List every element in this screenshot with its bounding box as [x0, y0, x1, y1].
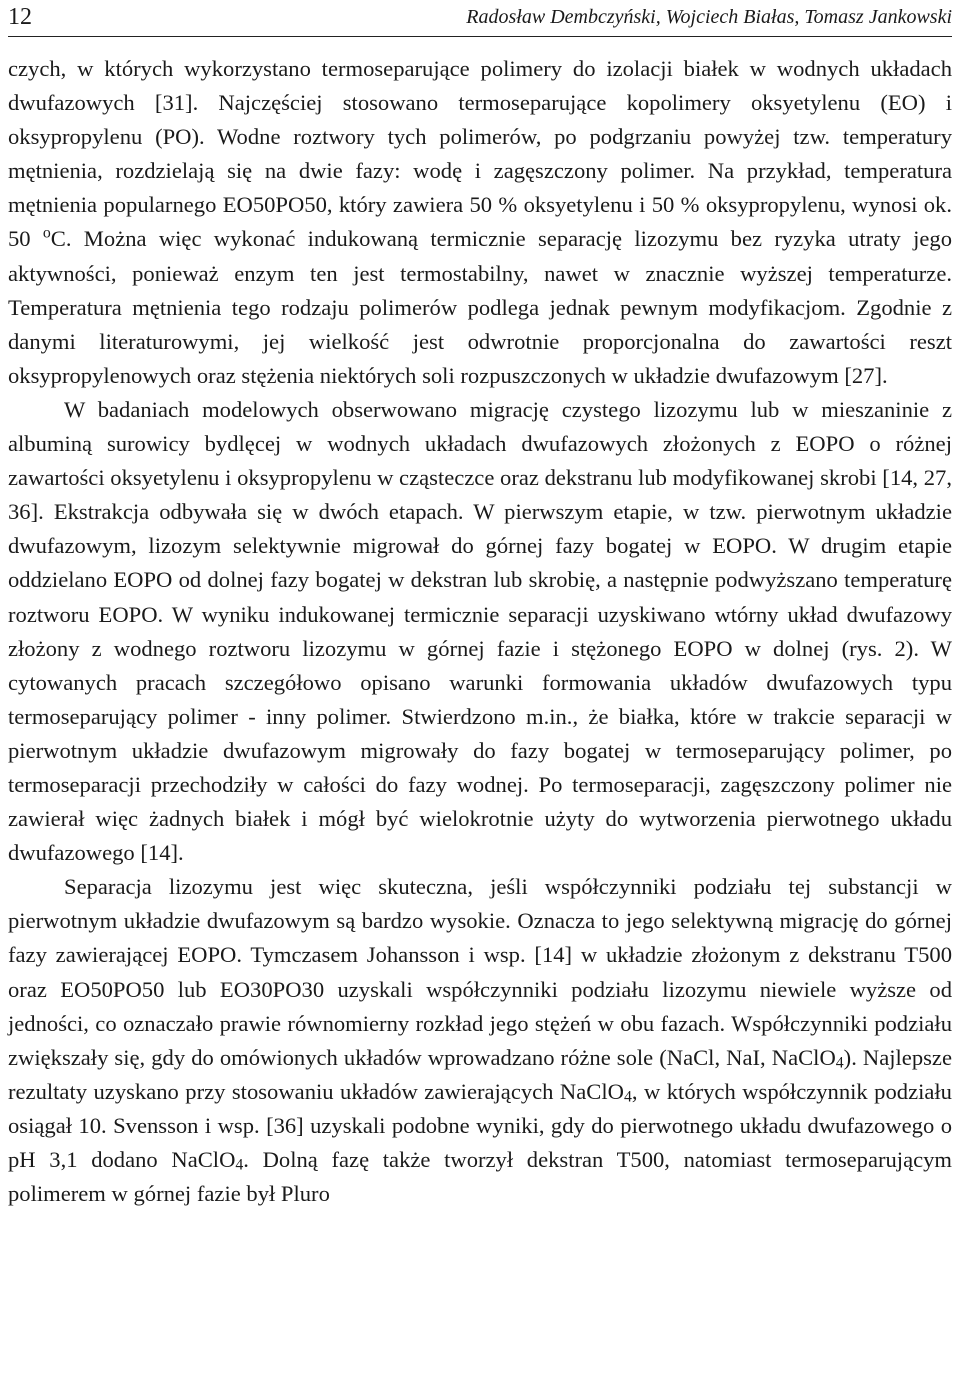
superscript: o: [42, 224, 51, 242]
subscript: 4: [835, 1054, 844, 1072]
text-run: , w których współczynnik podziału osiągał 10. Svensson i wsp. [36] uzyskali podobne wyniki, gdy do pierwotnego układu dwufazowego o pH 3,1 dodano NaClO: [8, 1078, 952, 1172]
text-run: W badaniach modelowych obserwowano migrację czystego lizozymu lub w mieszaninie z albuminą surowicy bydlęcej w wodnych układach dwufazowych złożonych z EOPO o różnej zawartości oksyetylenu i oksypropylenu w cząsteczce oraz dekstranu lub modyfikowanej skrobi [14, 27, 36]. Ekstrakcja odbywała się w dwóch etapach. W pierwszym etapie, w tzw. pierwotnym układzie dwufazowym, lizozym selektywnie migrował do górnej fazy bogatej w EOPO. W drugim etapie oddzielano EOPO od dolnej fazy bogatej w dekstran lub skrobię, a następnie podwyższano temperaturę roztworu EOPO. W wyniku indukowanej termicznie separacji uzyskiwano wtórny układ dwufazowy złożony z wodnego roztworu lizozymu w górnej fazie i stężonego EOPO w dolnej (rys. 2). W cytowanych pracach szczegółowo opisano warunki formowania układów dwufazowych typu termoseparujący polimer - inny polimer. Stwierdzono m.in., że białka, które w trakcie separacji w pierwotnym układzie dwufazowym migrowały do fazy bogatej w termoseparujący polimer, po termoseparacji przechodziły w całości do fazy wodnej. Po termoseparacji, zagęszczony polimer nie zawierał więc żadnych białek i mógł być wielokrotnie użyty do wytworzenia pierwotnego układu dwufazowego [14].: [8, 396, 952, 866]
text-run: Separacja lizozymu jest więc skuteczna, jeśli współczynniki podziału tej substancji w pierwotnym układzie dwufazowym są bardzo wysokie. Oznacza to jego selektywną migrację do górnej fazy zawierającej EOPO. Tymczasem Johansson i wsp. [14] w układzie złożonym z dekstranu T500 oraz EO50PO50 lub EO30PO30 uzyskali współczynniki podziału lizozymu niewiele wyższe od jedności, co oznaczało prawie równomierny rozkład jego stężeń w obu fazach. Współczynniki podziału zwiększały się, gdy do omówionych układów wprowadzano różne sole (NaCl, NaI, NaClO: [8, 874, 952, 1070]
text-run: C. Można więc wykonać indukowaną termicznie separację lizozymu bez ryzyka utraty jego aktywności, ponieważ enzym ten jest termostabilny, nawet w znacznie wyższej temperaturze. Temperatura mętnienia tego rodzaju polimerów podlega jednak pewnym modyfikacjom. Zgodnie z danymi literaturowymi, jej wielkość jest odwrotnie proporcjonalna do zawartości reszt oksypropylenowych oraz stężenia niektórych soli rozpuszczonych w układzie dwufazowym [27].: [8, 226, 952, 388]
text-run: czych, w których wykorzystano termoseparujące polimery do izolacji białek w wodnych układach dwufazowych [31]. Najczęściej stosowano termoseparujące kopolimery oksyetylenu (EO) i oksypropylenu (PO). Wodne roztwory tych polimerów, po podgrzaniu powyżej tzw. temperatury mętnienia, rozdzielają się na dwie fazy: wodę i zagęszczony polimer. Na przykład, temperatura mętnienia popularnego EO50PO50, który zawiera 50 % oksyetylenu i 50 % oksypropylenu, wynosi ok. 50: [8, 56, 952, 252]
paragraph-2: [8, 393, 952, 870]
text-run: ). Najlepsze rezultaty uzyskano przy stosowaniu układów zawierających NaClO: [8, 1044, 952, 1104]
text-run: . Dolną fazę także tworzył dekstran T500, natomiast termoseparującym polimerem w górnej fazie był Pluro: [8, 1147, 952, 1207]
page-number: 12: [8, 4, 32, 30]
subscript: 4: [235, 1156, 244, 1174]
paragraph-3: [8, 870, 952, 1211]
subscript: 4: [623, 1088, 632, 1106]
page-header: [8, 0, 952, 37]
body-text: [8, 52, 952, 1211]
running-head-authors: Radosław Dembczyński, Wojciech Białas, Tomasz Jankowski: [466, 6, 952, 28]
paragraph-1: [8, 52, 952, 393]
